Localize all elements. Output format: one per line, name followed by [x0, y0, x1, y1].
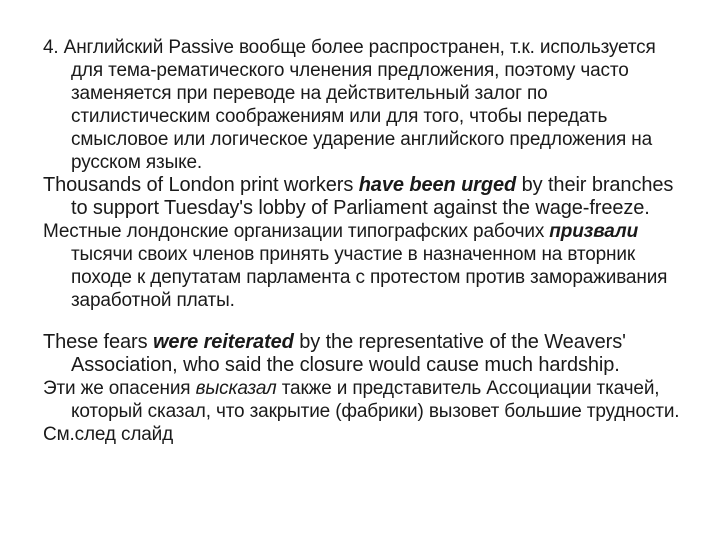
example-1-russian-text-before: Местные лондонские организации типографских рабочих	[43, 221, 550, 242]
next-slide-note: См.след слайд	[43, 424, 174, 445]
slide-content	[43, 36, 683, 446]
point-4-paragraph: 4. Английский Passive вообще более распространен, т.к. используется для тема-рематического членения предложения, поэтому часто заменяется при переводе на действительный залог по стилистическим соображениям или для того, чтобы передать смысловое или логическое ударение английского предложения на русском языке.	[43, 37, 656, 173]
example-1-russian-emphasis: призвали	[549, 221, 639, 242]
example-1-english-text-after: by their branches to support Tuesday's lobby of Parliament against the wage-freeze.	[71, 174, 674, 219]
example-2-english-text-after: by the representative of the Weavers' Association, who said the closure would cause much hardship.	[71, 331, 626, 376]
example-2-russian	[43, 377, 683, 423]
example-1-russian	[43, 220, 683, 312]
example-2-english-text-before: These fears	[43, 331, 153, 353]
example-1-english-text-before: Thousands of London print workers	[43, 174, 359, 196]
example-1-english	[43, 174, 683, 220]
example-2-english	[43, 331, 683, 377]
example-2-english-emphasis: were reiterated	[152, 331, 294, 353]
example-2-russian-emphasis: высказал	[195, 378, 277, 399]
example-2-russian-text-before: Эти же опасения	[43, 378, 196, 399]
example-1-russian-text-after: тысячи своих членов принять участие в назначенном на вторник походе к депутатам парламента с протестом против замораживания заработной платы.	[71, 244, 668, 311]
example-1-english-emphasis: have been urged	[358, 174, 517, 196]
example-2-russian-text-after: также и представитель Ассоциации ткачей, который сказал, что закрытие (фабрики) вызовет большие трудности.	[71, 378, 680, 422]
